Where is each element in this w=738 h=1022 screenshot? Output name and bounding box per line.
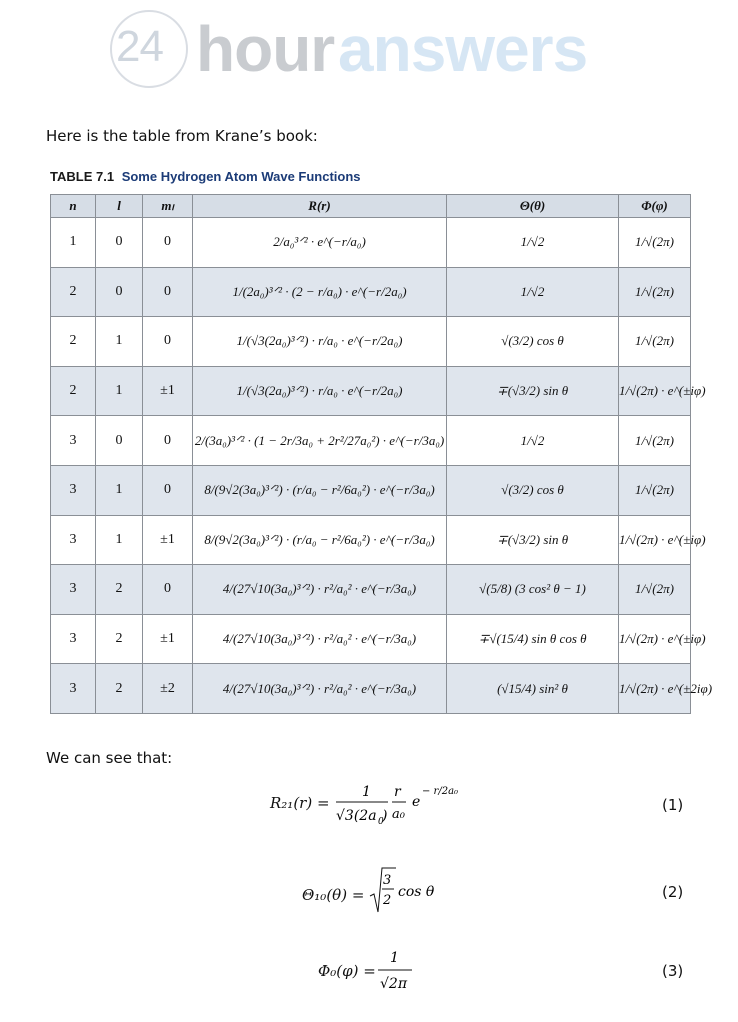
equation-2-number: (2) (662, 883, 684, 901)
cell-n: 2 (51, 366, 96, 416)
svg-text:− r/2a₀: − r/2a₀ (422, 786, 459, 797)
cell-n: 3 (51, 614, 96, 664)
table-row (51, 465, 691, 515)
cell-n: 2 (51, 267, 96, 317)
cell-Theta: (√15/4) sin² θ (447, 664, 619, 714)
equation-1-number: (1) (662, 796, 684, 814)
svg-text:3: 3 (383, 873, 392, 888)
equation-2-rhs (370, 866, 460, 918)
cell-R: 1/(2a₀)³ᐟ² · (2 − r/a₀) · e^(−r/2a₀) (193, 267, 447, 317)
equation-3-number: (3) (662, 962, 684, 980)
cell-Theta: √(5/8) (3 cos² θ − 1) (447, 565, 619, 615)
logo-word-answers: answers (338, 13, 588, 85)
svg-text:a₀: a₀ (392, 807, 405, 822)
cell-Phi: 1/√(2π) (619, 218, 691, 268)
cell-R: 2/a₀³ᐟ² · e^(−r/a₀) (193, 218, 447, 268)
cell-ml: ±1 (143, 366, 193, 416)
table-row (51, 416, 691, 466)
table-caption-label: TABLE 7.1 (50, 169, 115, 184)
brand-logo (110, 8, 610, 92)
cell-Theta: ∓√(15/4) sin θ cos θ (447, 614, 619, 664)
equation-1-lhs: R₂₁(r) = (270, 794, 330, 812)
cell-n: 3 (51, 416, 96, 466)
equation-1-rhs (332, 782, 472, 828)
cell-l: 0 (96, 218, 143, 268)
cell-Phi: 1/√(2π) (619, 465, 691, 515)
cell-R: 8/(9√2(3a₀)³ᐟ²) · (r/a₀ − r²/6a₀²) · e^(−r/3a₀) (193, 515, 447, 565)
wave-function-table (50, 194, 713, 714)
svg-text:√3(2a: √3(2a (336, 808, 377, 824)
cell-Phi: 1/√(2π) · e^(±iφ) (619, 366, 691, 416)
svg-text:0: 0 (378, 817, 384, 827)
cell-R: 8/(9√2(3a₀)³ᐟ²) · (r/a₀ − r²/6a₀²) · e^(−r/3a₀) (193, 465, 447, 515)
cell-l: 2 (96, 614, 143, 664)
cell-ml: 0 (143, 267, 193, 317)
cell-Phi: 1/√(2π) (619, 565, 691, 615)
table-row (51, 267, 691, 317)
cell-l: 0 (96, 416, 143, 466)
cell-l: 1 (96, 366, 143, 416)
cell-Theta: ∓(√3/2) sin θ (447, 366, 619, 416)
table-header-row (51, 195, 691, 218)
cell-ml: 0 (143, 465, 193, 515)
cell-R: 4/(27√10(3a₀)³ᐟ²) · r²/a₀² · e^(−r/3a₀) (193, 614, 447, 664)
svg-text:e: e (412, 794, 421, 810)
cell-Phi: 1/√(2π) (619, 416, 691, 466)
cell-Theta: ∓(√3/2) sin θ (447, 515, 619, 565)
svg-text:): ) (382, 808, 388, 824)
cell-ml: ±2 (143, 664, 193, 714)
header-Theta: Θ(θ) (447, 195, 619, 218)
table-row (51, 565, 691, 615)
table-row (51, 515, 691, 565)
cell-l: 2 (96, 565, 143, 615)
cell-l: 1 (96, 515, 143, 565)
logo-number: 24 (116, 22, 163, 71)
header-ml: mₗ (143, 195, 193, 218)
svg-text:1: 1 (362, 784, 371, 800)
svg-text:1: 1 (390, 950, 399, 966)
intro-text: Here is the table from Krane’s book: (46, 127, 318, 145)
cell-n: 3 (51, 515, 96, 565)
conclusion-text: We can see that: (46, 749, 173, 767)
cell-Theta: 1/√2 (447, 416, 619, 466)
table-caption-title: Some Hydrogen Atom Wave Functions (121, 169, 361, 184)
cell-R: 2/(3a₀)³ᐟ² · (1 − 2r/3a₀ + 2r²/27a₀²) · e^(−r/3a₀) (193, 416, 447, 466)
table-row (51, 366, 691, 416)
cell-ml: 0 (143, 416, 193, 466)
cell-Phi: 1/√(2π) (619, 317, 691, 367)
table-row (51, 664, 691, 714)
cell-Theta: √(3/2) cos θ (447, 465, 619, 515)
cell-ml: 0 (143, 565, 193, 615)
equation-3-lhs: Φ₀(φ) = (318, 962, 376, 980)
cell-Phi: 1/√(2π) · e^(±2iφ) (619, 664, 691, 714)
equation-3-rhs (376, 948, 426, 994)
cell-l: 2 (96, 664, 143, 714)
cell-n: 1 (51, 218, 96, 268)
svg-text:2: 2 (383, 893, 392, 908)
cell-ml: ±1 (143, 614, 193, 664)
header-l: l (96, 195, 143, 218)
table-row (51, 614, 691, 664)
cell-l: 0 (96, 267, 143, 317)
equation-2-lhs: Θ₁₀(θ) = (302, 886, 365, 904)
svg-text:√2π: √2π (380, 976, 408, 992)
svg-text:cos θ: cos θ (398, 884, 435, 900)
cell-Theta: 1/√2 (447, 267, 619, 317)
equation-2 (302, 866, 462, 916)
cell-n: 3 (51, 465, 96, 515)
header-n: n (51, 195, 96, 218)
cell-Theta: √(3/2) cos θ (447, 317, 619, 367)
cell-Phi: 1/√(2π) · e^(±iφ) (619, 515, 691, 565)
logo-word-hour: hour (196, 13, 335, 85)
cell-Theta: 1/√2 (447, 218, 619, 268)
cell-R: 4/(27√10(3a₀)³ᐟ²) · r²/a₀² · e^(−r/3a₀) (193, 664, 447, 714)
cell-n: 3 (51, 565, 96, 615)
cell-l: 1 (96, 465, 143, 515)
cell-n: 2 (51, 317, 96, 367)
cell-Phi: 1/√(2π) · e^(±iφ) (619, 614, 691, 664)
cell-ml: 0 (143, 218, 193, 268)
cell-Phi: 1/√(2π) (619, 267, 691, 317)
header-Phi: Φ(φ) (619, 195, 691, 218)
cell-R: 1/(√3(2a₀)³ᐟ²) · r/a₀ · e^(−r/2a₀) (193, 317, 447, 367)
cell-R: 1/(√3(2a₀)³ᐟ²) · r/a₀ · e^(−r/2a₀) (193, 366, 447, 416)
table-row (51, 317, 691, 367)
cell-n: 3 (51, 664, 96, 714)
cell-l: 1 (96, 317, 143, 367)
equation-3 (318, 948, 438, 996)
svg-text:r: r (394, 784, 401, 800)
table-caption (50, 169, 361, 184)
table-row (51, 218, 691, 268)
cell-ml: ±1 (143, 515, 193, 565)
cell-ml: 0 (143, 317, 193, 367)
header-R: R(r) (193, 195, 447, 218)
equation-1 (270, 782, 470, 828)
cell-R: 4/(27√10(3a₀)³ᐟ²) · r²/a₀² · e^(−r/3a₀) (193, 565, 447, 615)
